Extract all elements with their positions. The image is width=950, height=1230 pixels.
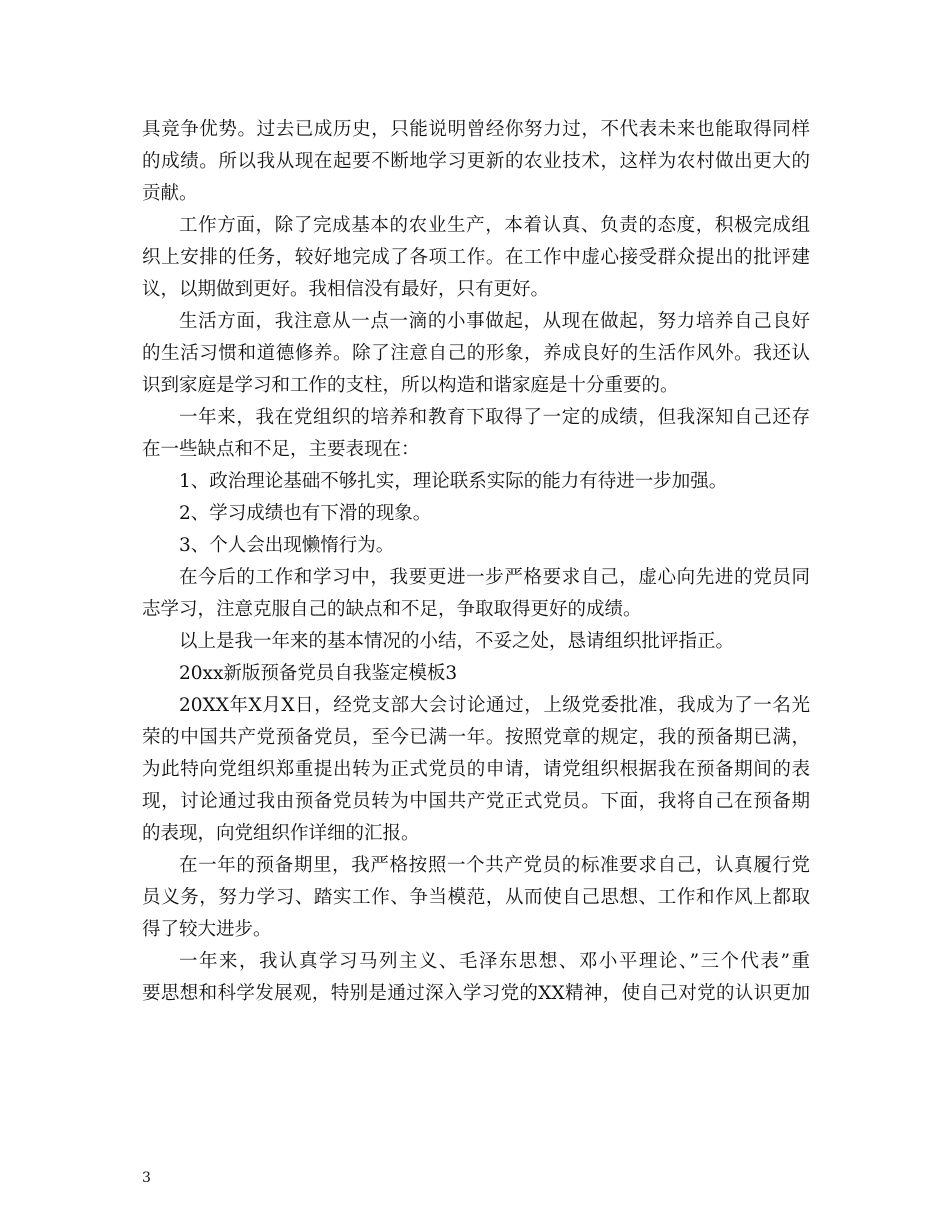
- document-body: [142, 114, 810, 1010]
- text-line: 识到家庭是学习和工作的支柱，所以构造和谐家庭是十分重要的。: [142, 375, 679, 396]
- text-line: 得了较大进步。: [142, 919, 272, 940]
- text-line: 志学习，注意克服自己的缺点和不足，争取取得更好的成绩。: [142, 599, 642, 620]
- text-line: 要思想和科学发展观，特别是通过深入学习党的XX精神，使自己对党的认识更加: [142, 983, 810, 1004]
- text-line: 在一年的预备期里，我严格按照一个共产党员的标准要求自己，认真履行党: [179, 855, 810, 876]
- list-item: 3、个人会出现懒惰行为。: [179, 535, 395, 556]
- list-item: 2、学习成绩也有下滑的现象。: [179, 503, 432, 524]
- text-line: 的表现，向党组织作详细的汇报。: [142, 823, 420, 844]
- text-line: 在今后的工作和学习中，我要更进一步严格要求自己，虚心向先进的党员同: [179, 567, 810, 588]
- text-line: 贡献。: [142, 183, 198, 204]
- text-line: 20XX年X月X日，经党支部大会讨论通过，上级党委批准，我成为了一名光: [179, 695, 810, 716]
- page-number: 3: [142, 1170, 151, 1186]
- text-line: 现，讨论通过我由预备党员转为中国共产党正式党员。下面，我将自己在预备期: [142, 791, 810, 812]
- text-line: 在一些缺点和不足，主要表现在：: [142, 439, 420, 460]
- list-item: 1、政治理论基础不够扎实，理论联系实际的能力有待进一步加强。: [179, 471, 728, 492]
- text-line: 以上是我一年来的基本情况的小结，不妥之处，恳请组织批评指正。: [179, 631, 735, 652]
- text-line: 荣的中国共产党预备党员，至今已满一年。按照党章的规定，我的预备期已满，: [142, 727, 810, 748]
- text-line: 具竞争优势。过去已成历史，只能说明曾经你努力过，不代表未来也能取得同样: [142, 119, 810, 140]
- text-line: 生活方面，我注意从一点一滴的小事做起，从现在做起，努力培养自己良好: [179, 311, 810, 332]
- section-heading: 20xx新版预备党员自我鉴定模板3: [179, 663, 458, 684]
- text-line: 的成绩。所以我从现在起要不断地学习更新的农业技术，这样为农村做出更大的: [142, 151, 810, 172]
- text-line: 织上安排的任务，较好地完成了各项工作。在工作中虚心接受群众提出的批评建: [142, 247, 810, 268]
- text-line: 为此特向党组织郑重提出转为正式党员的申请，请党组织根据我在预备期间的表: [142, 759, 810, 780]
- text-line: 一年来，我在党组织的培养和教育下取得了一定的成绩，但我深知自己还存: [179, 407, 810, 428]
- text-line: 议，以期做到更好。我相信没有最好，只有更好。: [142, 279, 550, 300]
- text-line: 的生活习惯和道德修养。除了注意自己的形象，养成良好的生活作风外。我还认: [142, 343, 810, 364]
- text-line: 工作方面，除了完成基本的农业生产，本着认真、负责的态度，积极完成组: [179, 215, 810, 236]
- text-line: 一年来，我认真学习马列主义、毛泽东思想、邓小平理论、”三个代表”重: [179, 951, 810, 972]
- text-line: 员义务，努力学习、踏实工作、争当模范，从而使自己思想、工作和作风上都取: [142, 887, 810, 908]
